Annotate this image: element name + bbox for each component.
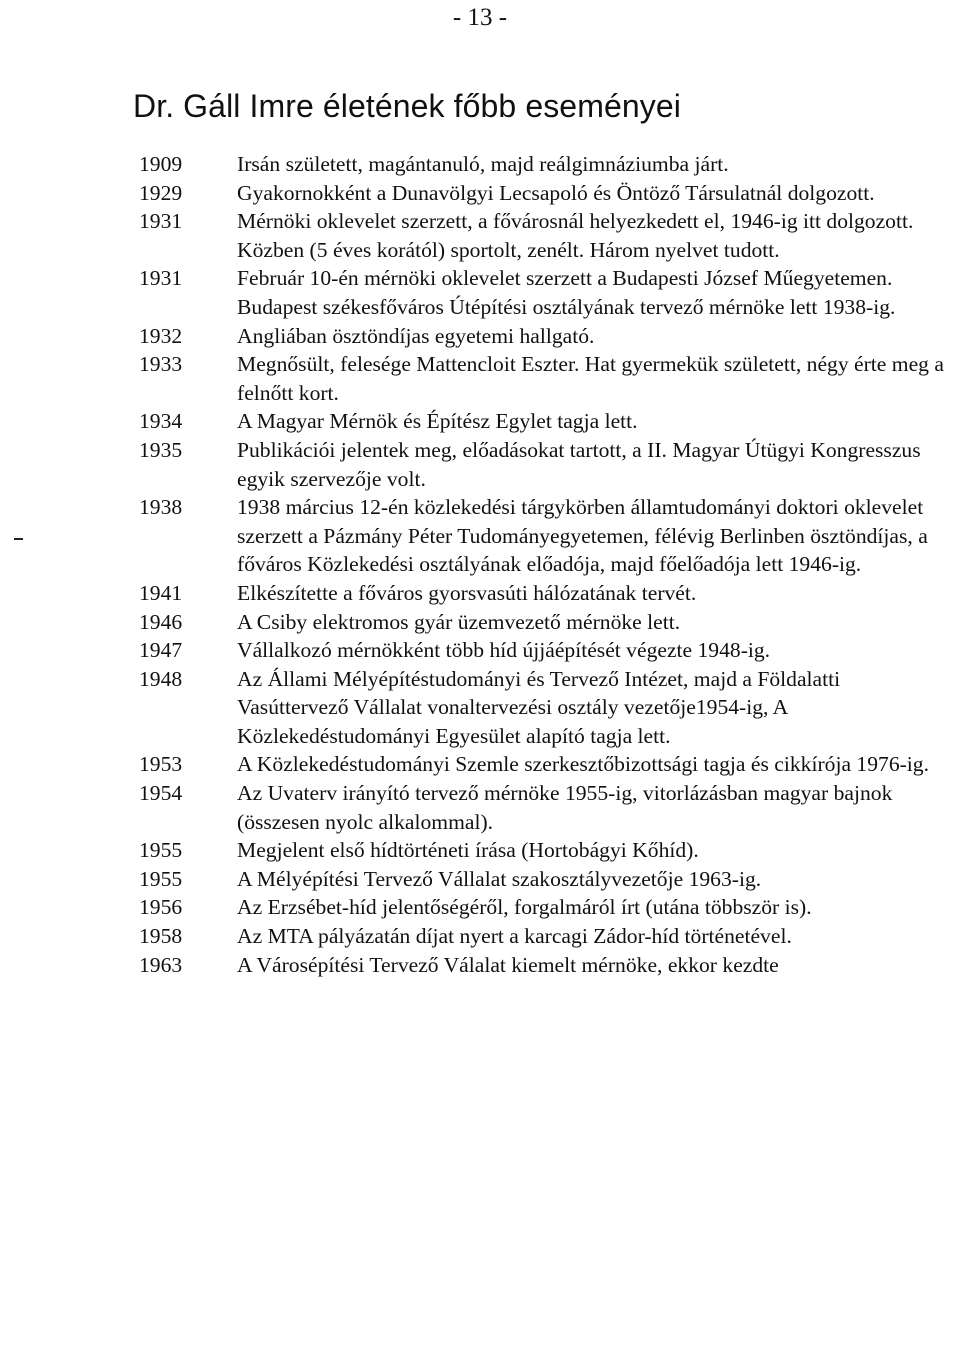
entry-year: 1934 bbox=[139, 409, 183, 434]
entry-year: 1933 bbox=[139, 352, 183, 377]
entry-text: A Magyar Mérnök és Építész Egylet tagja lett. bbox=[237, 409, 638, 434]
margin-dash-mark bbox=[14, 538, 23, 540]
entry-text: Irsán született, magántanuló, majd reálgimnáziumba járt. bbox=[237, 152, 729, 176]
entry-text: Vállalkozó mérnökként több híd újjáépítését végezte 1948-ig. bbox=[237, 638, 771, 663]
timeline-entry bbox=[139, 579, 951, 608]
timeline-entry bbox=[139, 493, 951, 579]
timeline-entry bbox=[139, 264, 951, 293]
entry-year: 1929 bbox=[139, 180, 183, 205]
entry-year: 1909 bbox=[139, 152, 183, 176]
entry-year: 1963 bbox=[139, 952, 183, 977]
timeline-list bbox=[139, 150, 951, 979]
timeline-entry bbox=[139, 893, 951, 922]
timeline-entry bbox=[139, 350, 951, 407]
entry-text: Publikációi jelentek meg, előadásokat tartott, a II. Magyar Útügyi Kongresszus egyik szervezője volt. bbox=[237, 437, 921, 491]
entry-year: 1955 bbox=[139, 838, 183, 863]
entry-text: Elkészítette a főváros gyorsvasúti hálózatának tervét. bbox=[237, 580, 697, 605]
timeline-entry bbox=[139, 207, 951, 264]
entry-year: 1941 bbox=[139, 580, 183, 605]
entry-text: Mérnöki oklevelet szerzett, a fővárosnál helyezkedett el, 1946-ig itt dolgozott. Közben (5 éves korától) sportolt, zenélt. Három nyelvet tudott. bbox=[237, 209, 914, 262]
entry-text: Megjelent első hídtörténeti írása (Hortobágyi Kőhíd). bbox=[237, 838, 699, 863]
entry-year: 1956 bbox=[139, 895, 183, 920]
timeline-entry bbox=[139, 293, 951, 322]
page-number: - 13 - bbox=[452, 4, 508, 31]
entry-year: 1958 bbox=[139, 924, 183, 949]
timeline-entry bbox=[139, 922, 951, 951]
entry-text: Az Uvaterv irányító tervező mérnöke 1955-ig, vitorlázásban magyar bajnok (összesen nyolc alkalommal). bbox=[237, 781, 893, 834]
timeline-entry bbox=[139, 636, 951, 665]
entry-text: Az Erzsébet-híd jelentőségéről, forgalmáról írt (utána többször is). bbox=[237, 895, 812, 920]
entry-text: Megnősült, felesége Mattencloit Eszter. Hat gyermekük született, négy érte meg a felnőtt kort. bbox=[237, 352, 944, 405]
entry-text: A Közlekedéstudományi Szemle szerkesztőbizottsági tagja és cikkírója 1976-ig. bbox=[237, 752, 930, 777]
entry-text: Budapest székesfőváros Útépítési osztályának tervező mérnöke lett 1938-ig. bbox=[237, 294, 896, 319]
entry-year: 1931 bbox=[139, 266, 183, 291]
entry-text: A Városépítési Tervező Válalat kiemelt mérnöke, ekkor kezdte bbox=[237, 952, 779, 977]
entry-text: Az MTA pályázatán díjat nyert a karcagi Zádor-híd történetével. bbox=[237, 924, 792, 949]
entry-year: 1935 bbox=[139, 437, 183, 462]
entry-year bbox=[139, 293, 237, 322]
timeline-entry bbox=[139, 436, 951, 493]
timeline-entry bbox=[139, 665, 951, 751]
entry-year: 1947 bbox=[139, 638, 183, 663]
timeline-entry bbox=[139, 865, 951, 894]
entry-text: Az Állami Mélyépítéstudományi és Tervező Intézet, majd a Földalatti Vasúttervező Vállalat vonaltervezési osztály vezetője1954-ig, A Közlekedéstudományi Egyesület alapító tagja lett. bbox=[237, 666, 841, 748]
entry-year: 1954 bbox=[139, 781, 183, 806]
entry-text: A Mélyépítési Tervező Vállalat szakosztályvezetője 1963-ig. bbox=[237, 866, 762, 891]
entry-year: 1938 bbox=[139, 495, 183, 520]
timeline-entry bbox=[139, 951, 951, 980]
entry-year: 1946 bbox=[139, 609, 183, 634]
entry-year: 1932 bbox=[139, 323, 183, 348]
timeline-entry bbox=[139, 322, 951, 351]
page-title: Dr. Gáll Imre életének főbb eseményei bbox=[133, 88, 681, 124]
entry-year: 1953 bbox=[139, 752, 183, 777]
entry-text: A Csiby elektromos gyár üzemvezető mérnöke lett. bbox=[237, 609, 681, 634]
timeline-entry bbox=[139, 608, 951, 637]
timeline-entry bbox=[139, 407, 951, 436]
entry-text: Február 10-én mérnöki oklevelet szerzett a Budapesti József Műegyetemen. bbox=[237, 266, 893, 291]
timeline-entry bbox=[139, 150, 951, 179]
entry-text: Gyakornokként a Dunavölgyi Lecsapoló és Öntöző Társulatnál dolgozott. bbox=[237, 180, 875, 205]
timeline-entry bbox=[139, 750, 951, 779]
entry-text: Angliában ösztöndíjas egyetemi hallgató. bbox=[237, 323, 595, 348]
entry-text: 1938 március 12-én közlekedési tárgykörben államtudományi doktori oklevelet szerzett a Pázmány Péter Tudományegyetemen, félévig Berlinben ösztöndíjas, a főváros Közlekedési osztályának előadója, majd főelőadója lett 1946-ig. bbox=[237, 495, 928, 577]
entry-year: 1948 bbox=[139, 666, 183, 691]
entry-year: 1955 bbox=[139, 866, 183, 891]
entry-year: 1931 bbox=[139, 209, 183, 234]
timeline-entry bbox=[139, 836, 951, 865]
timeline-entry bbox=[139, 779, 951, 836]
timeline-entry bbox=[139, 179, 951, 208]
